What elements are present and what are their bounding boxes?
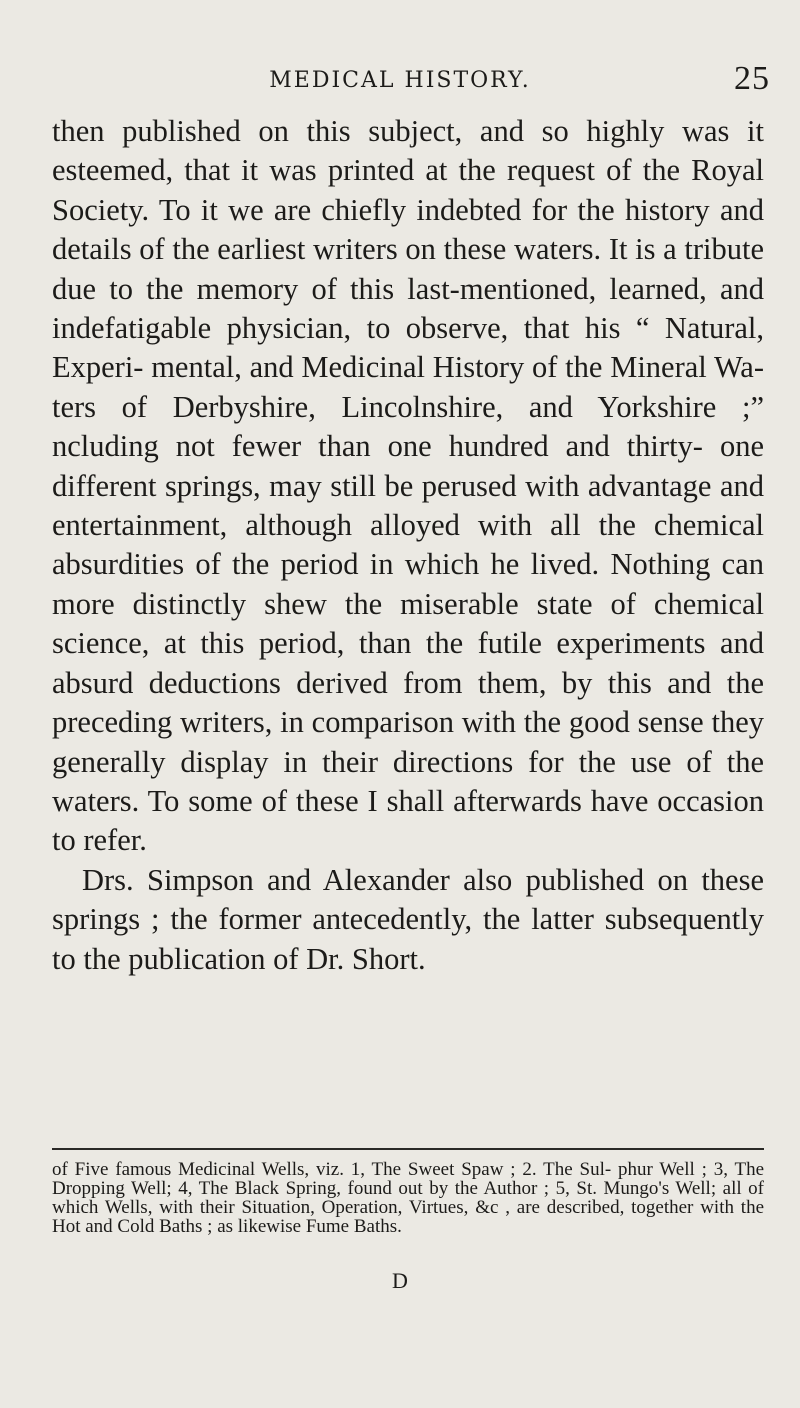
running-head bbox=[40, 58, 780, 98]
footnote: of Five famous Medicinal Wells, viz. 1, The Sweet Spaw ; 2. The Sul- phur Well ; 3, The Dropping Well; 4, The Black Spring, found out by the Author ; 5, St. Mungo's Well; all of which Wells, with their Situation, Operation, Virtues, &c , are described, together with the Hot and Cold Baths ; as likewise Fume Baths. bbox=[52, 1159, 764, 1237]
footnote-rule bbox=[52, 1148, 764, 1150]
body-text bbox=[52, 112, 764, 979]
paragraph-1: then published on this subject, and so highly was it esteemed, that it was printed at the request of the Royal Society. To it we are chiefly indebted for the history and details of the earliest writers on these waters. It is a tribute due to the memory of this last-mentioned, learned, and indefatigable physician, to observe, that his “ Natural, Experi- mental, and Medicinal History of the Mineral Wa- ters of Derbyshire, Lincolnshire, and Yorkshire ;” ncluding not fewer than one hundred and thirty- one different springs, may still be perused with advantage and entertainment, although alloyed with all the chemical absurdities of the period in which he lived. Nothing can more distinctly shew the miserable state of chemical science, at this period, than the futile experiments and absurd deductions derived from them, by this and the preceding writers, in comparison with the good sense they generally display in their directions for the use of the waters. To some of these I shall afterwards have occasion to refer. bbox=[52, 114, 764, 858]
page-number: 25 bbox=[734, 60, 770, 97]
running-title: MEDICAL HISTORY. bbox=[269, 68, 531, 93]
paragraph-2: Drs. Simpson and Alexander also published on these springs ; the former antecedently, the latter subsequently to the publication of Dr. Short. bbox=[52, 862, 764, 976]
signature-mark: D bbox=[392, 1268, 408, 1293]
